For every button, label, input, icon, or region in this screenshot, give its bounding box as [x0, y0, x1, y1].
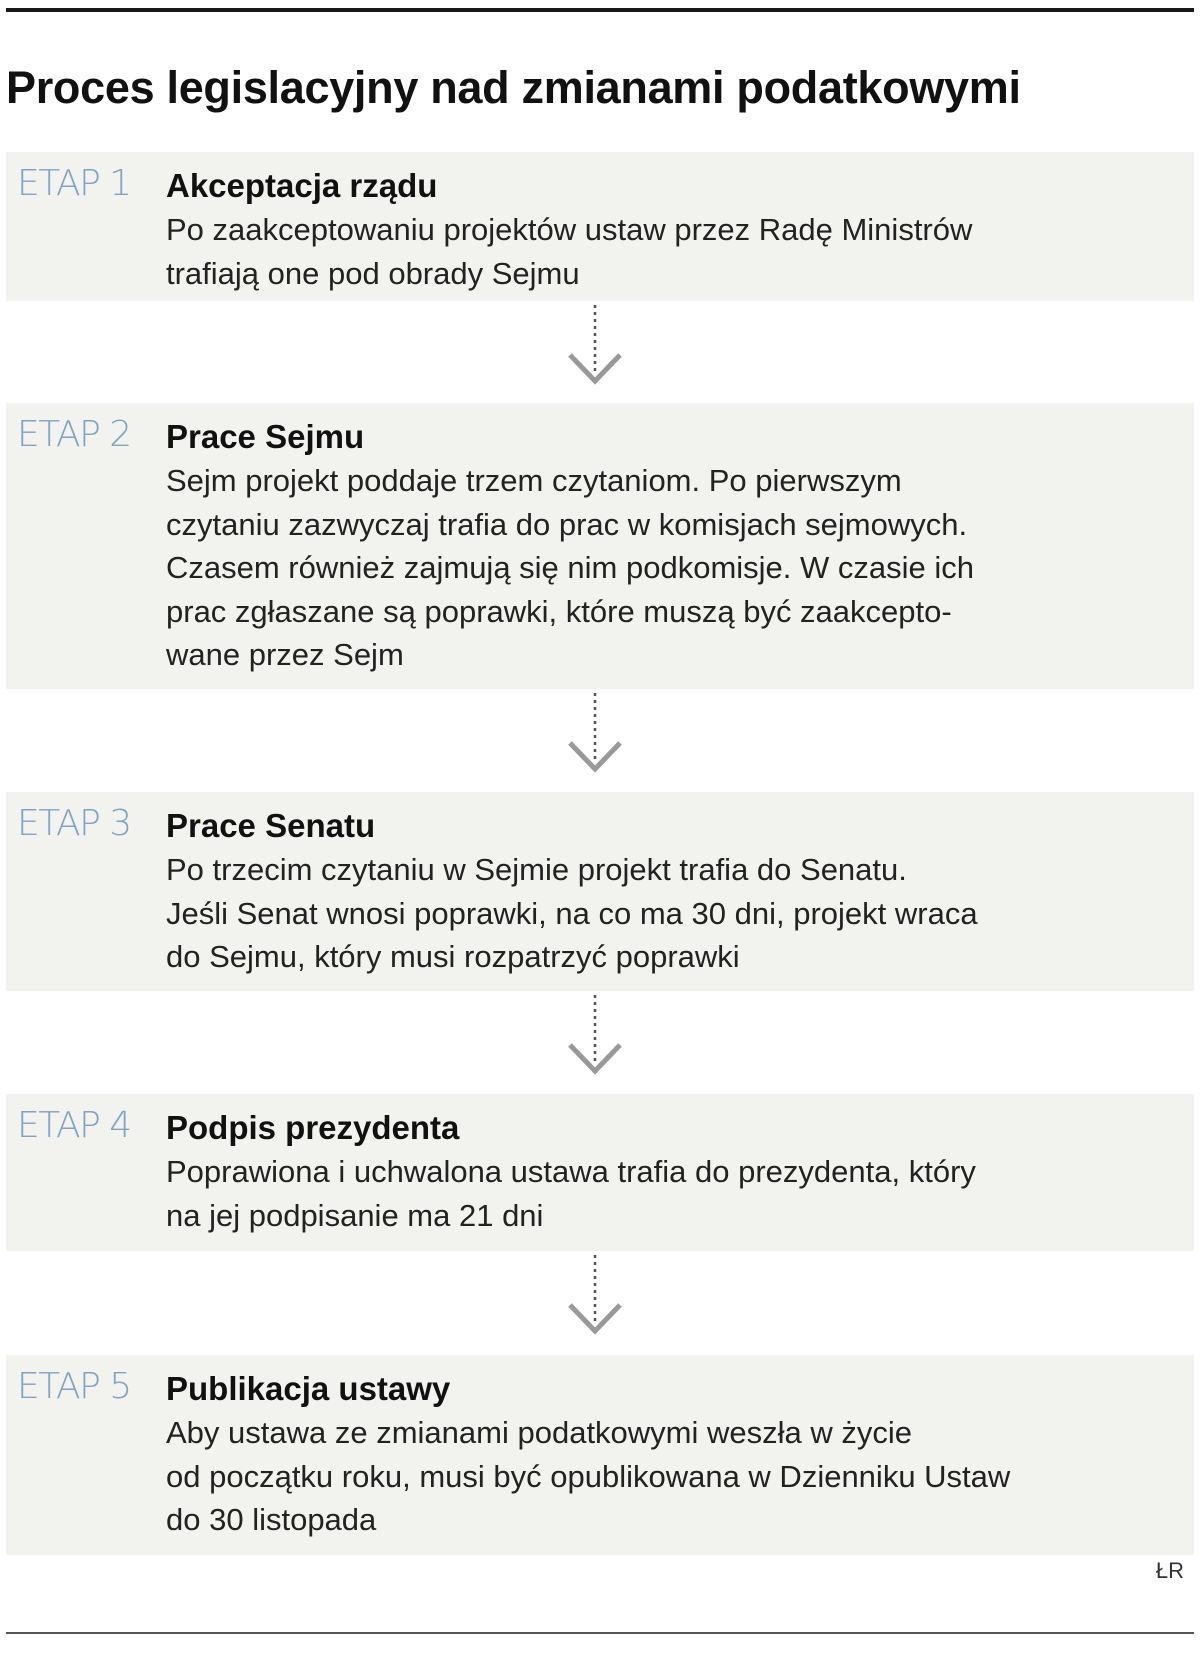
- top-rule: [6, 8, 1194, 12]
- stage-3-description: Po trzecim czytaniu w Sejmie projekt trafia do Senatu. Jeśli Senat wnosi poprawki, na co ma 30 dni, projekt wraca do Sejmu, który musi rozpatrzyć poprawki: [166, 852, 978, 974]
- stage-1-description: Po zaakceptowaniu projektów ustaw przez Radę Ministrów trafiają one pod obrady Sejmu: [166, 212, 973, 291]
- stage-5-label: ETAP 5: [17, 1366, 131, 1407]
- stage-1-title: Akceptacja rządu: [166, 167, 438, 204]
- arrow-down-icon: [560, 1253, 630, 1337]
- arrow-down-icon: [560, 993, 630, 1077]
- infographic-title: Proces legislacyjny nad zmianami podatkowymi: [6, 62, 1021, 113]
- stage-4-description: Poprawiona i uchwalona ustawa trafia do prezydenta, który na jej podpisanie ma 21 dni: [166, 1154, 976, 1233]
- stage-4-box: [6, 1094, 1194, 1251]
- stage-1-box: [6, 152, 1194, 301]
- arrow-down-icon: [560, 691, 630, 775]
- stage-4-label: ETAP 4: [17, 1105, 131, 1146]
- source-credit: ŁR: [1155, 1558, 1184, 1583]
- stage-2-description: Sejm projekt poddaje trzem czytaniom. Po pierwszym czytaniu zazwyczaj trafia do prac w komisjach sejmowych. Czasem również zajmują się nim podkomisje. W czasie ich prac zgłaszane są poprawki, które muszą być zaakcepto- wane przez Sejm: [166, 463, 974, 672]
- stage-4-title: Podpis prezydenta: [166, 1109, 460, 1146]
- stage-2-label: ETAP 2: [17, 414, 131, 455]
- stage-5-box: [6, 1355, 1194, 1555]
- stage-3-box: [6, 792, 1194, 991]
- stage-3-label: ETAP 3: [17, 803, 131, 844]
- stage-2-title: Prace Sejmu: [166, 418, 365, 455]
- stage-5-description: Aby ustawa ze zmianami podatkowymi weszła w życie od początku roku, musi być opublikowana w Dzienniku Ustaw do 30 listopada: [166, 1415, 1011, 1537]
- stage-1-label: ETAP 1: [17, 163, 131, 204]
- stage-3-title: Prace Senatu: [166, 807, 376, 844]
- stage-2-box: [6, 403, 1194, 689]
- stage-5-title: Publikacja ustawy: [166, 1370, 451, 1407]
- arrow-down-icon: [560, 303, 630, 387]
- bottom-rule: [6, 1632, 1194, 1634]
